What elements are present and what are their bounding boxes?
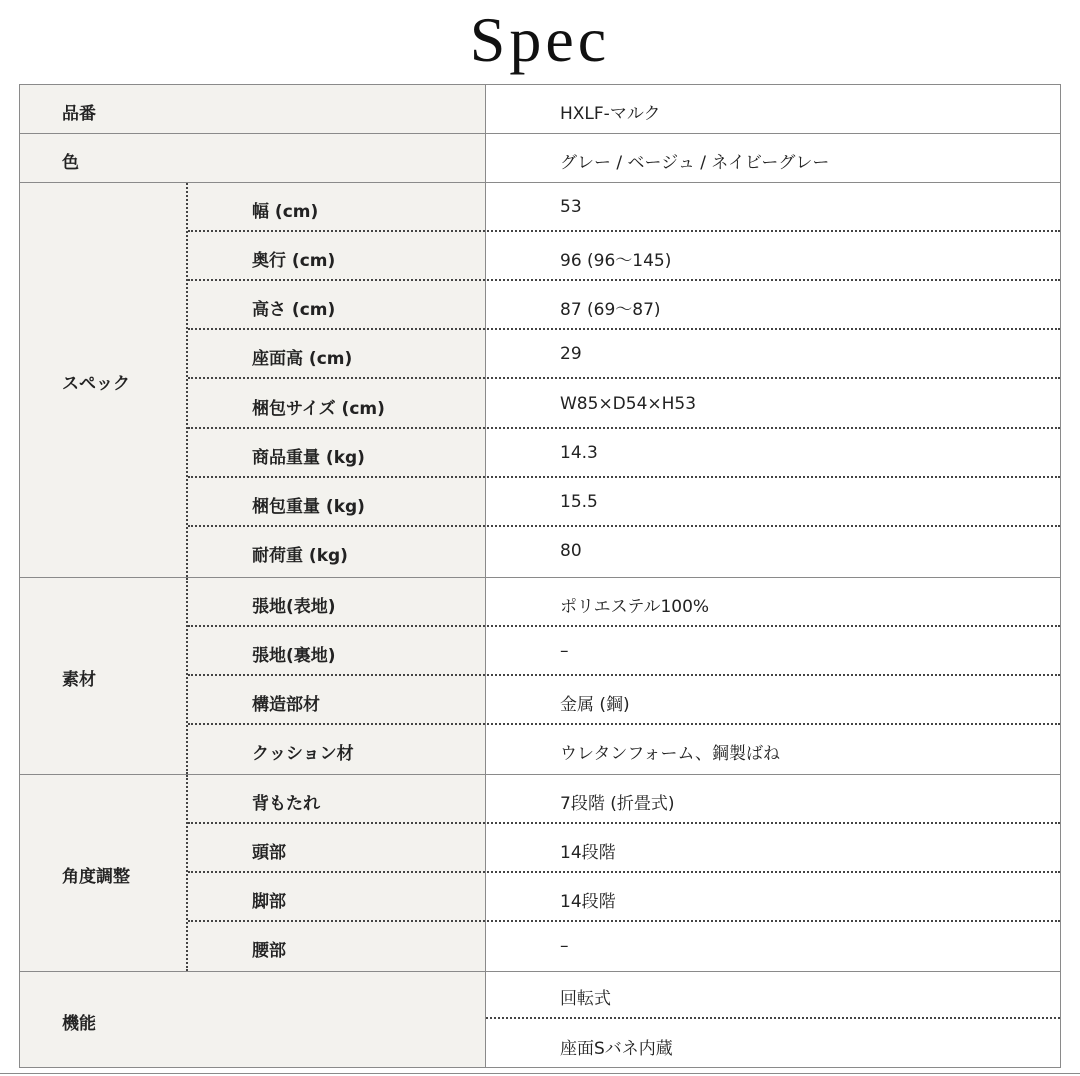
material-item-label: クッション材 <box>252 744 354 764</box>
spec-item-label: 商品重量 (kg) <box>252 448 365 468</box>
spec-item-value: 96 (96〜145) <box>560 251 672 271</box>
angle-item-value: 7段階 (折畳式) <box>560 794 675 814</box>
color-value: グレー / ベージュ / ネイビーグレー <box>560 153 830 173</box>
page-title: Spec <box>469 4 611 75</box>
angle-item-label: 脚部 <box>252 892 286 912</box>
angle-item-label: 腰部 <box>252 941 286 961</box>
spec-item-value: W85×D54×H53 <box>560 394 697 414</box>
material-item-label: 張地(表地) <box>252 597 336 617</box>
function-value: 座面Sバネ内蔵 <box>560 1039 673 1059</box>
table-row-hinban <box>20 85 1060 134</box>
material-group <box>20 578 1060 775</box>
function-group <box>20 972 1060 1067</box>
material-group-label: 素材 <box>62 670 96 690</box>
angle-group <box>20 775 1060 972</box>
table-row-color <box>20 134 1060 183</box>
spec-item-label: 奥行 (cm) <box>252 251 336 271</box>
angle-group-label: 角度調整 <box>62 867 130 887</box>
hinban-label: 品番 <box>62 104 96 124</box>
angle-item-value: – <box>560 936 569 956</box>
angle-item-label: 背もたれ <box>252 794 320 814</box>
spec-item-label: 座面高 (cm) <box>252 349 353 369</box>
column-divider <box>485 85 486 1067</box>
spec-item-value: 53 <box>560 197 582 217</box>
function-value: 回転式 <box>560 989 611 1009</box>
hinban-value: HXLF-マルク <box>560 104 661 124</box>
spec-group <box>20 183 1060 578</box>
angle-item-value: 14段階 <box>560 843 616 863</box>
function-group-label: 機能 <box>62 1014 96 1034</box>
spec-item-label: 梱包重量 (kg) <box>252 497 365 517</box>
color-label: 色 <box>62 153 79 173</box>
material-item-value: ポリエステル100% <box>560 597 710 617</box>
material-item-label: 張地(裏地) <box>252 646 336 666</box>
spec-item-value: 29 <box>560 344 582 364</box>
spec-item-label: 耐荷重 (kg) <box>252 546 348 566</box>
angle-item-value: 14段階 <box>560 892 616 912</box>
material-item-value: – <box>560 641 569 661</box>
material-item-value: ウレタンフォーム、鋼製ばね <box>560 744 780 764</box>
spec-item-value: 14.3 <box>560 443 598 463</box>
spec-group-label: スペック <box>62 374 130 394</box>
material-item-value: 金属 (鋼) <box>560 695 630 715</box>
spec-table <box>19 84 1061 1068</box>
spec-item-value: 87 (69〜87) <box>560 300 661 320</box>
spec-item-label: 高さ (cm) <box>252 300 336 320</box>
spec-item-value: 15.5 <box>560 492 598 512</box>
angle-item-label: 頭部 <box>252 843 286 863</box>
spec-item-label: 幅 (cm) <box>252 202 319 222</box>
spec-item-value: 80 <box>560 541 582 561</box>
bottom-rule <box>0 1073 1080 1074</box>
material-item-label: 構造部材 <box>252 695 320 715</box>
spec-item-label: 梱包サイズ (cm) <box>252 399 385 419</box>
